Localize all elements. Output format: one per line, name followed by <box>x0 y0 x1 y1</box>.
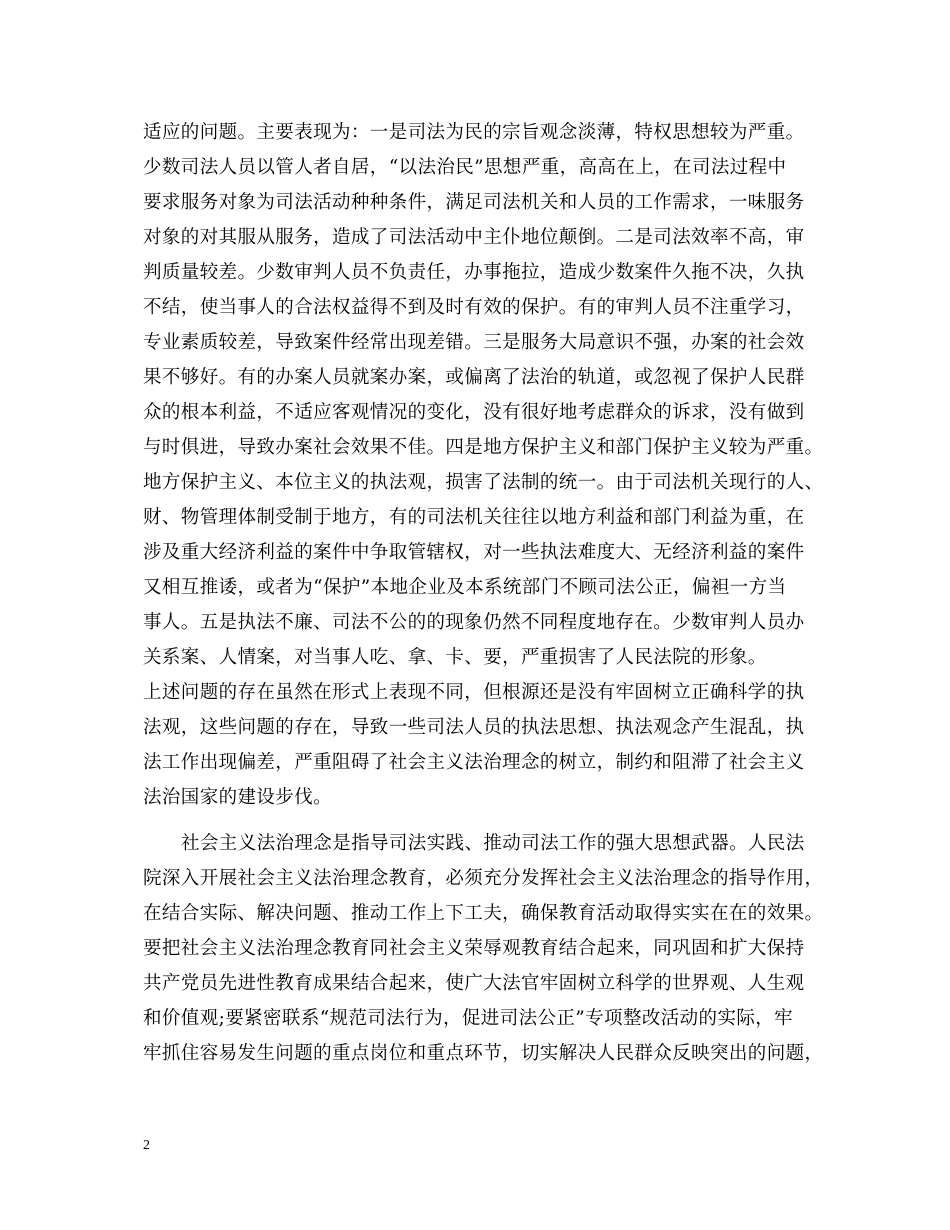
text-line: 法治国家的建设步伐。 <box>143 787 333 808</box>
text-line: 专业素质较差，导致案件经常出现差错。三是服务大局意识不强，办案的社会效 <box>143 332 805 353</box>
text-line: 法观，这些问题的存在，导致一些司法人员的执法思想、执法观念产生混乱，执 <box>143 717 805 738</box>
text-line: 众的根本利益，不适应客观情况的变化，没有很好地考虑群众的诉求，没有做到 <box>143 402 805 423</box>
text-line: 事人。五是执法不廉、司法不公的的现象仍然不同程度地存在。少数审判人员办 <box>143 612 805 633</box>
paragraph-first-line: 社会主义法治理念是指导司法实践、推动司法工作的强大思想武器。人民法 <box>181 833 805 854</box>
text-line: 又相互推诿，或者为“保护”本地企业及本系统部门不顾司法公正，偏袒一方当 <box>143 577 787 598</box>
page-number: 2 <box>143 1138 150 1153</box>
text-line: 不结，使当事人的合法权益得不到及时有效的保护。有的审判人员不注重学习， <box>143 297 805 318</box>
text-line: 和价值观;要紧密联系“规范司法行为，促进司法公正”专项整改活动的实际，牢 <box>143 1008 794 1029</box>
text-line: 与时俱进，导致办案社会效果不佳。四是地方保护主义和部门保护主义较为严重。 <box>143 437 824 458</box>
text-line: 要把社会主义法治理念教育同社会主义荣辱观教育结合起来，同巩固和扩大保持 <box>143 938 805 959</box>
text-line: 要求服务对象为司法活动种种条件，满足司法机关和人员的工作需求，一味服务 <box>143 192 805 213</box>
text-line: 判质量较差。少数审判人员不负责任，办事拖拉，造成少数案件久拖不决，久执 <box>143 262 805 283</box>
text-line: 上述问题的存在虽然在形式上表现不同，但根源还是没有牢固树立正确科学的执 <box>143 682 805 703</box>
text-line: 涉及重大经济利益的案件中争取管辖权，对一些执法难度大、无经济利益的案件 <box>143 542 805 563</box>
text-line: 院深入开展社会主义法治理念教育，必须充分发挥社会主义法治理念的指导作用， <box>143 868 824 889</box>
text-line: 果不够好。有的办案人员就案办案，或偏离了法治的轨道，或忽视了保护人民群 <box>143 367 805 388</box>
text-line: 共产党员先进性教育成果结合起来，使广大法官牢固树立科学的世界观、人生观 <box>143 973 805 994</box>
text-line: 在结合实际、解决问题、推动工作上下工夫，确保教育活动取得实实在在的效果。 <box>143 903 824 924</box>
text-line: 法工作出现偏差，严重阻碍了社会主义法治理念的树立，制约和阻滞了社会主义 <box>143 752 805 773</box>
text-line: 少数司法人员以管人者自居，“以法治民”思想严重，高高在上，在司法过程中 <box>143 157 787 178</box>
text-line: 牢抓住容易发生问题的重点岗位和重点环节，切实解决人民群众反映突出的问题， <box>143 1043 824 1064</box>
text-line: 对象的对其服从服务，造成了司法活动中主仆地位颠倒。二是司法效率不高，审 <box>143 227 805 248</box>
text-line: 财、物管理体制受制于地方，有的司法机关往往以地方利益和部门利益为重，在 <box>143 507 805 528</box>
text-line: 关系案、人情案，对当事人吃、拿、卡、要，严重损害了人民法院的形象。 <box>143 647 767 668</box>
text-line: 适应的问题。主要表现为：一是司法为民的宗旨观念淡薄，特权思想较为严重。 <box>143 122 805 143</box>
text-line: 地方保护主义、本位主义的执法观，损害了法制的统一。由于司法机关现行的人、 <box>143 472 824 493</box>
